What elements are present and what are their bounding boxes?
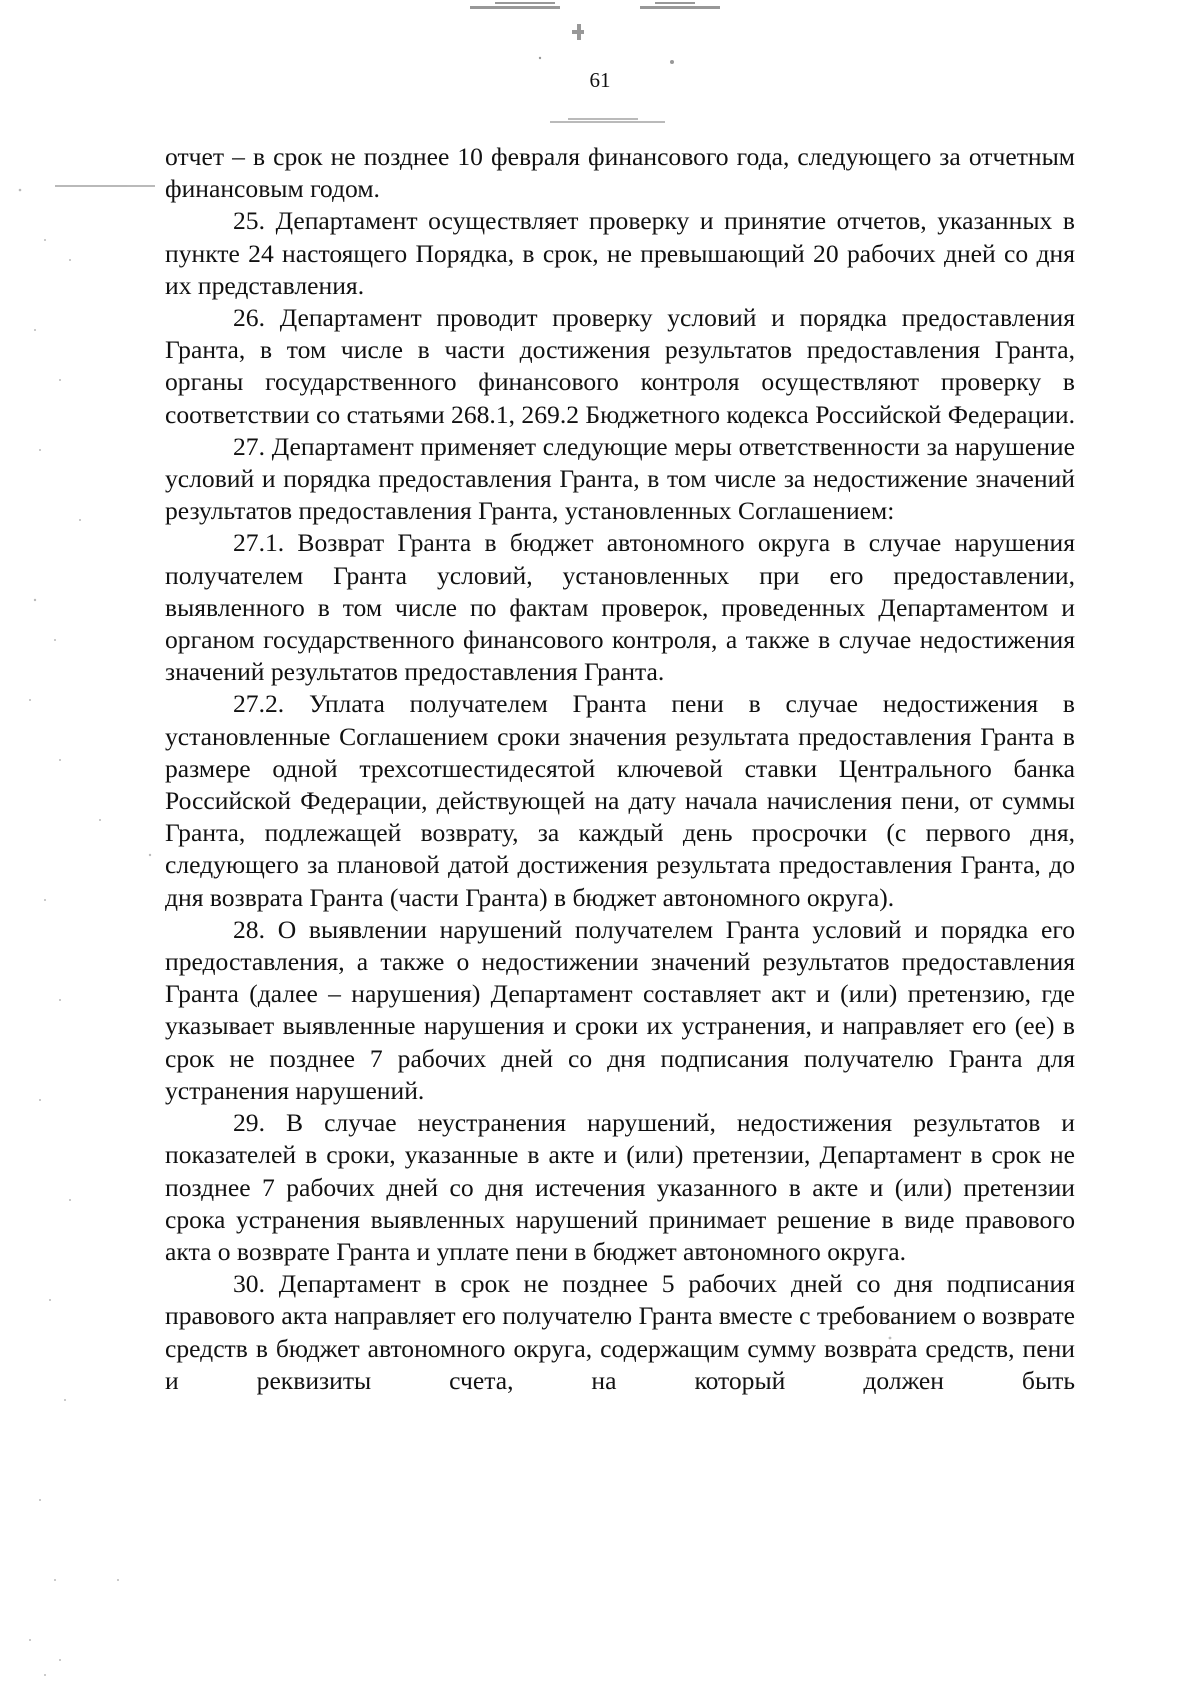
- paragraph-29: 29. В случае неустранения нарушений, недостижения результатов и показателей в сроки, указанные в акте и (или) претензии, Департамент в срок не позднее 7 рабочих дней со дня истечения указанного в акте и (или) претензии срока устранения выявленных нарушений принимает решение в виде правового акта о возврате Гранта и уплате пени в бюджет автономного округа.: [165, 1108, 1075, 1266]
- paragraph-27: 27. Департамент применяет следующие меры ответственности за нарушение условий и порядка предоставления Гранта, в том числе за недостижение значений результатов предоставления Гранта, установленных Соглашением:: [165, 431, 1075, 526]
- paragraph-28: 28. О выявлении нарушений получателем Гранта условий и порядка его предоставления, а также о недостижении значений результатов предоставления Гранта (далее – нарушения) Департамент составляет акт и (или) претензию, где указывает выявленные нарушения и сроки их устранения, и направляет его (ее) в срок не позднее 7 рабочих дней со дня подписания получателю Гранта для устранения нарушений.: [165, 914, 1075, 1105]
- paragraph-27-2: 27.2. Уплата получателем Гранта пени в случае недостижения в установленные Соглашением сроки значения результата предоставления Гранта в размере одной трехсотшестидесятой ключевой ставки Центрального банка Российской Федерации, действующей на дату начала начисления пени, от суммы Гранта, подлежащей возврату, за каждый день просрочки (с первого дня, следующего за плановой датой достижения результата предоставления Гранта, до дня возврата Гранта (части Гранта) в бюджет автономного округа).: [165, 689, 1075, 912]
- paragraph-26: 26. Департамент проводит проверку условий и порядка предоставления Гранта, в том числе в части достижения результатов предоставления Гранта, органы государственного финансового контроля осуществляют проверку в соответствии со статьями 268.1, 269.2 Бюджетного кодекса Российской Федерации.: [165, 303, 1075, 429]
- paragraph-30: 30. Департамент в срок не позднее 5 рабочих дней со дня подписания правового акта направляет его получателю Гранта вместе с требованием о возврате средств в бюджет автономного округа, содержащим сумму возврата средств, пени и реквизиты счета, на который должен быть: [165, 1269, 1075, 1395]
- paragraph-continuation: отчет – в срок не позднее 10 февраля финансового года, следующего за отчетным финансовым годом.: [165, 142, 1075, 204]
- paragraph-25: 25. Департамент осуществляет проверку и принятие отчетов, указанных в пункте 24 настоящего Порядка, в срок, не превышающий 20 рабочих дней со дня их представления.: [165, 206, 1075, 300]
- document-body: [165, 141, 1075, 1397]
- page-number: 61: [589, 68, 611, 92]
- paragraph-27-1: 27.1. Возврат Гранта в бюджет автономного округа в случае нарушения получателем Гранта условий, установленных при его предоставлении, выявленного в том числе по фактам проверок, проведенных Департаментом и органом государственного финансового контроля, а также в случае недостижения значений результатов предоставления Гранта.: [165, 528, 1075, 687]
